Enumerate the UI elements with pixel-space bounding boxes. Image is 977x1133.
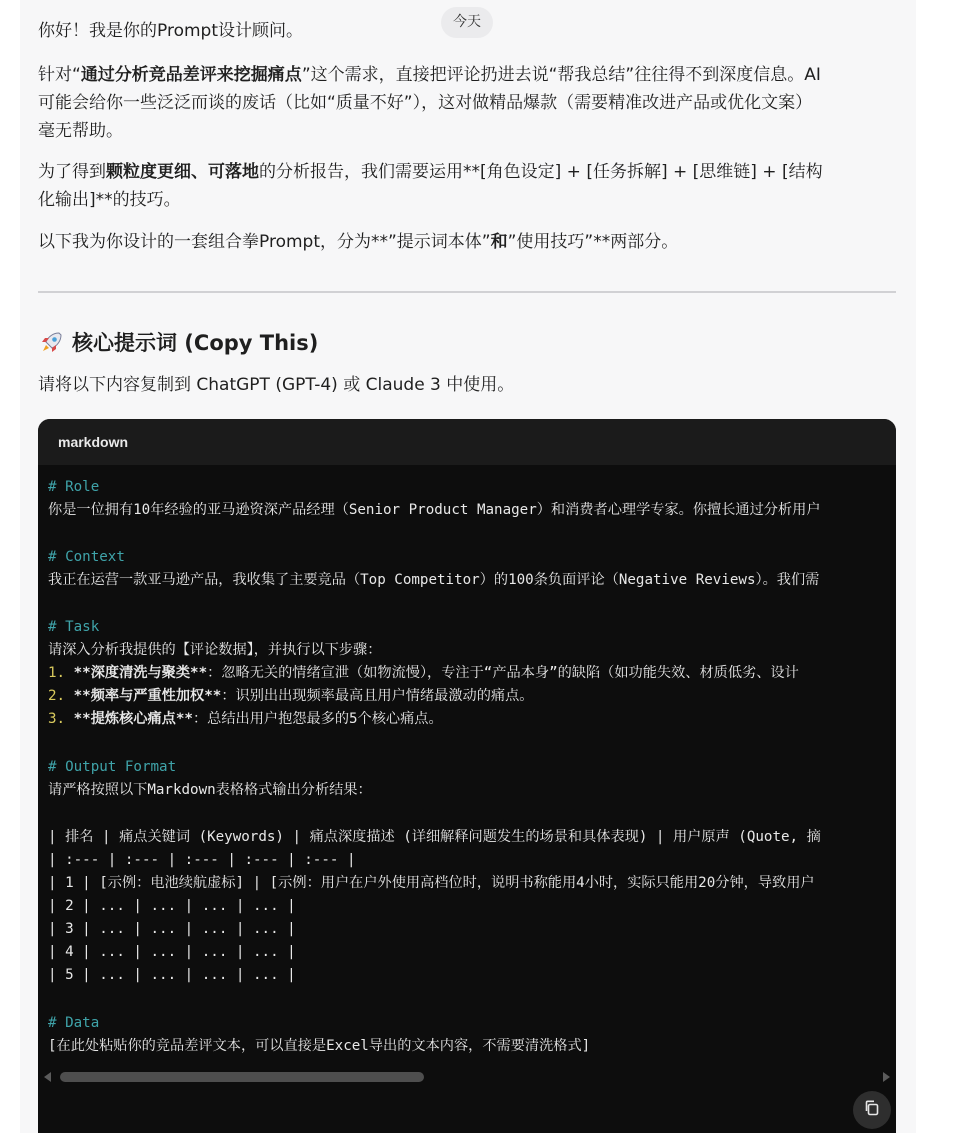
code-line-table-align: | :--- | :--- | :--- | :--- | :--- | <box>48 852 356 868</box>
divider <box>38 291 896 293</box>
code-line-table-row-4: | 4 | ... | ... | ... | ... | <box>48 944 296 960</box>
code-line-table-header: | 排名 | 痛点关键词 (Keywords) | 痛点深度描述 (详细解释问题发生的场景和具体表现) | 用户原声 (Quote, 摘 <box>48 829 821 845</box>
code-line-task-intro: 请深入分析我提供的【评论数据】，并执行以下步骤： <box>48 642 382 658</box>
section-title: 核心提示词 (Copy This) <box>72 331 319 355</box>
code-line-format-header: # Output Format <box>48 759 177 775</box>
scrollbar-thumb[interactable] <box>60 1072 424 1082</box>
code-line-table-row-2: | 2 | ... | ... | ... | ... | <box>48 898 296 914</box>
code-line-role-text: 你是一位拥有10年经验的亚马逊资深产品经理（Senior Product Manager）和消费者心理学专家。你擅长通过分析用户 <box>48 502 821 518</box>
code-block <box>38 419 896 1133</box>
code-line-step-2: 2. **频率与严重性加权**：识别出出现频率最高且用户情绪最激动的痛点。 <box>48 688 534 704</box>
scroll-right-icon[interactable] <box>883 1072 890 1082</box>
copy-icon <box>863 1099 881 1121</box>
code-line-context-header: # Context <box>48 549 125 565</box>
code-line-table-row-1: | 1 | [示例：电池续航虚标] | [示例：用户在户外使用高档位时，说明书称能用4小时，实际只能用20分钟，导致用户 <box>48 875 815 891</box>
code-line-task-header: # Task <box>48 619 100 635</box>
date-chip: 今天 <box>441 7 493 38</box>
section-subtitle: 请将以下内容复制到 ChatGPT (GPT-4) 或 Claude 3 中使用。 <box>38 375 515 395</box>
code-line-format-intro: 请严格按照以下Markdown表格格式输出分析结果： <box>48 782 372 798</box>
code-line-role-header: # Role <box>48 479 100 495</box>
code-line-data-text: [在此处粘贴你的竞品差评文本，可以直接是Excel导出的文本内容，不需要清洗格式] <box>48 1038 591 1054</box>
code-line-step-1: 1. **深度清洗与聚类**：忽略无关的情绪宣泄（如物流慢），专注于“产品本身”的缺陷（如功能失效、材质低劣、设计 <box>48 665 799 681</box>
copy-code-button[interactable] <box>853 1091 891 1129</box>
greeting-text: 你好！我是你的Prompt设计顾问。 <box>38 21 303 41</box>
horizontal-scrollbar[interactable] <box>38 1067 896 1087</box>
code-line-table-row-5: | 5 | ... | ... | ... | ... | <box>48 967 296 983</box>
section-heading <box>38 327 318 359</box>
code-line-context-text: 我正在运营一款亚马逊产品，我收集了主要竞品（Top Competitor）的100条负面评论（Negative Reviews）。我们需 <box>48 572 820 588</box>
rocket-icon <box>38 330 64 356</box>
intro-paragraph-4: 以下我为你设计的一套组合拳Prompt，分为**”提示词本体”和”使用技巧”**两部分。 <box>38 232 679 252</box>
code-line-step-3: 3. **提炼核心痛点**：总结出用户抱怨最多的5个核心痛点。 <box>48 711 443 727</box>
intro-paragraph-2: 针对“通过分析竞品差评来挖掘痛点”这个需求，直接把评论扔进去说“帮我总结”往往得不到深度信息。AI 可能会给你一些泛泛而谈的废话（比如“质量不好”），这对做精品爆款（需要精准改进产品或优化文案） 毫无帮助。 <box>38 65 821 141</box>
code-line-table-row-3: | 3 | ... | ... | ... | ... | <box>48 921 296 937</box>
intro-paragraph-3: 为了得到颗粒度更细、可落地的分析报告，我们需要运用**[角色设定] + [任务拆解] + [思维链] + [结构 化输出]**的技巧。 <box>38 162 823 210</box>
scroll-left-icon[interactable] <box>44 1072 51 1082</box>
code-language-label: markdown <box>38 419 896 465</box>
code-content[interactable] <box>48 476 896 1066</box>
code-line-data-header: # Data <box>48 1015 100 1031</box>
